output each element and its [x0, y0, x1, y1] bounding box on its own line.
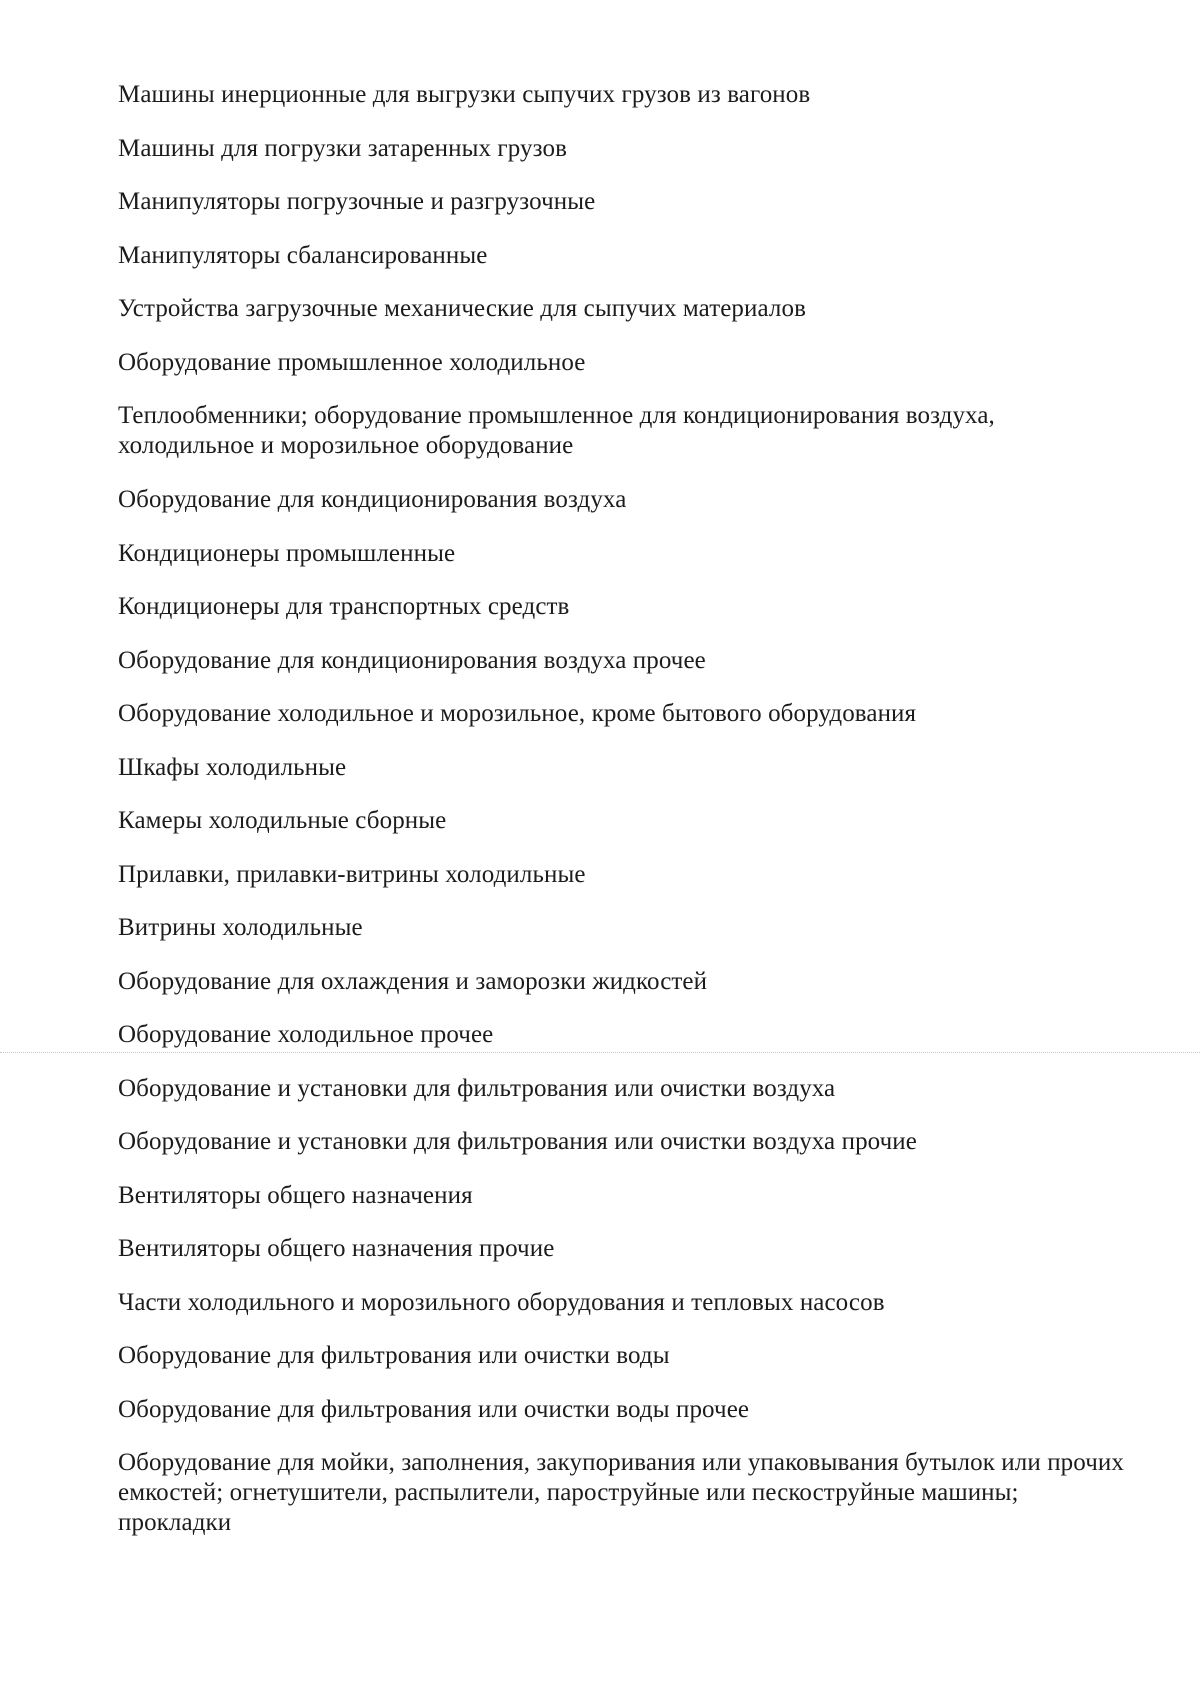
list-item: Машины инерционные для выгрузки сыпучих грузов из вагонов — [118, 81, 811, 108]
list-item: Оборудование для мойки, заполнения, закупоривания или упаковывания бутылок или прочих емкостей; огнетушители, распылители, пароструйные или пескоструйные машины; прокладки — [118, 1449, 1124, 1536]
equipment-list — [118, 80, 1128, 1562]
list-item: Камеры холодильные сборные — [118, 807, 447, 834]
list-item: Машины для погрузки затаренных грузов — [118, 134, 567, 162]
list-item: Вентиляторы общего назначения прочие — [118, 1235, 555, 1262]
list-item: Оборудование холодильное прочее — [118, 1021, 494, 1048]
list-item: Манипуляторы погрузочные и разгрузочные — [118, 188, 596, 215]
list-item: Устройства загрузочные механические для сыпучих материалов — [118, 295, 807, 322]
list-item: Оборудование для охлаждения и заморозки жидкостей — [118, 967, 708, 995]
list-item: Оборудование для фильтрования или очистки воды прочее — [118, 1395, 750, 1423]
list-item: Кондиционеры для транспортных средств — [118, 593, 570, 620]
list-item: Вентиляторы общего назначения — [118, 1181, 473, 1209]
list-item: Манипуляторы сбалансированные — [118, 241, 488, 269]
list-item: Оборудование и установки для фильтрования или очистки воздуха прочие — [118, 1128, 917, 1155]
list-item: Оборудование и установки для фильтрования или очистки воздуха — [118, 1074, 836, 1102]
list-item: Оборудование холодильное и морозильное, кроме бытового оборудования — [118, 700, 917, 727]
list-item: Кондиционеры промышленные — [118, 539, 456, 567]
list-item: Шкафы холодильные — [118, 753, 347, 781]
list-item: Оборудование промышленное холодильное — [118, 348, 586, 376]
list-item: Оборудование для фильтрования или очистки воды — [118, 1342, 670, 1369]
list-item: Прилавки, прилавки-витрины холодильные — [118, 860, 586, 888]
list-item: Витрины холодильные — [118, 914, 363, 941]
list-item: Теплообменники; оборудование промышленное для кондиционирования воздуха, холодильное и морозильное оборудование — [118, 402, 995, 459]
list-item: Оборудование для кондиционирования воздуха прочее — [118, 646, 706, 674]
list-item: Части холодильного и морозильного оборудования и тепловых насосов — [118, 1288, 885, 1316]
list-item: Оборудование для кондиционирования воздуха — [118, 486, 627, 513]
